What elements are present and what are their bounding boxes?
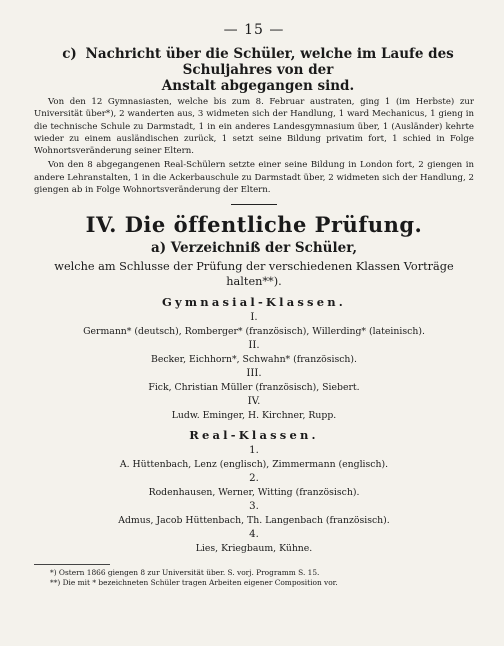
class-names: Fick, Christian Müller (französisch), Siebert. (148, 382, 360, 394)
class-label: II. (248, 340, 260, 352)
class-label: 3. (249, 501, 259, 513)
section-c-label: c) (62, 46, 77, 62)
real-heading: Real-Klassen. (189, 428, 319, 443)
paragraph-gymnasium: Von den 12 Gymnasiasten, welche bis zum 8. Februar austraten, ging 1 (im Herbste) zur Universität über*), 2 wanderten aus, 3 widmeten sich der Handlung, 1 ward Mechanicus, 1 gieng in die technische Schule zu Darmstadt, 1 in ein anderes Landesgymnasium über, 1 (Ausländer) kehrte wieder zu einem ausländischen zurück, 1 setzt seine Bildung privatim fort, 1 schied in Folge Wohnortsveränderung seiner Eltern. (34, 97, 474, 157)
class-names: Germann* (deutsch), Romberger* (französisch), Willerding* (lateinisch). (83, 326, 425, 338)
section-c-title-line2: Anstalt abgegangen sind. (161, 78, 355, 94)
section-divider (231, 204, 277, 205)
section-c-heading (34, 46, 474, 94)
class-label: III. (246, 368, 262, 380)
class-names: A. Hüttenbach, Lenz (englisch), Zimmermann (englisch). (119, 459, 389, 471)
subsection-a-caption: welche am Schlusse der Prüfung der verschiedenen Klassen Vorträge halten**). (54, 260, 454, 289)
footnote: **) Die mit * bezeichneten Schüler tragen Arbeiten eigener Composition vor. (50, 578, 338, 588)
class-names: Lies, Kriegbaum, Kühne. (195, 543, 313, 555)
gymnasial-class-list (34, 312, 474, 422)
real-class-list (34, 445, 474, 555)
section-iv-title: Die öffentliche Prüfung. (124, 212, 423, 238)
footnote-rule (34, 564, 110, 565)
class-names: Rodenhausen, Werner, Witting (französisch). (148, 487, 360, 499)
class-names: Admus, Jacob Hüttenbach, Th. Langenbach (französisch). (118, 515, 390, 527)
class-label: IV. (247, 396, 261, 408)
page-number: — 15 — (223, 22, 285, 38)
section-c-title-line1: Nachricht über die Schüler, welche im Laufe des Schuljahres von der (85, 46, 454, 78)
class-label: I. (250, 312, 258, 324)
section-iv-heading (34, 213, 474, 237)
footnote: *) Ostern 1866 giengen 8 zur Universität über. S. vorj. Programm S. 15. (50, 568, 320, 578)
subsection-a-title: a) Verzeichniß der Schüler, (150, 240, 358, 257)
paragraph-real: Von den 8 abgegangenen Real-Schülern setzte einer seine Bildung in London fort, 2 giengen in andere Lehranstalten, 1 in die Ackerbauschule zu Darmstadt über, 2 widmeten sich der Handlung, 2 giengen ab in Folge Wohnortsveränderung der Eltern. (34, 160, 474, 196)
gymnasial-heading: Gymnasial-Klassen. (162, 295, 346, 310)
class-names: Becker, Eichhorn*, Schwahn* (französisch). (150, 354, 357, 366)
section-iv-numeral: IV. (85, 212, 117, 238)
class-label: 2. (249, 473, 259, 485)
class-label: 4. (249, 529, 259, 541)
class-label: 1. (249, 445, 259, 457)
class-names: Ludw. Eminger, H. Kirchner, Rupp. (171, 410, 337, 422)
